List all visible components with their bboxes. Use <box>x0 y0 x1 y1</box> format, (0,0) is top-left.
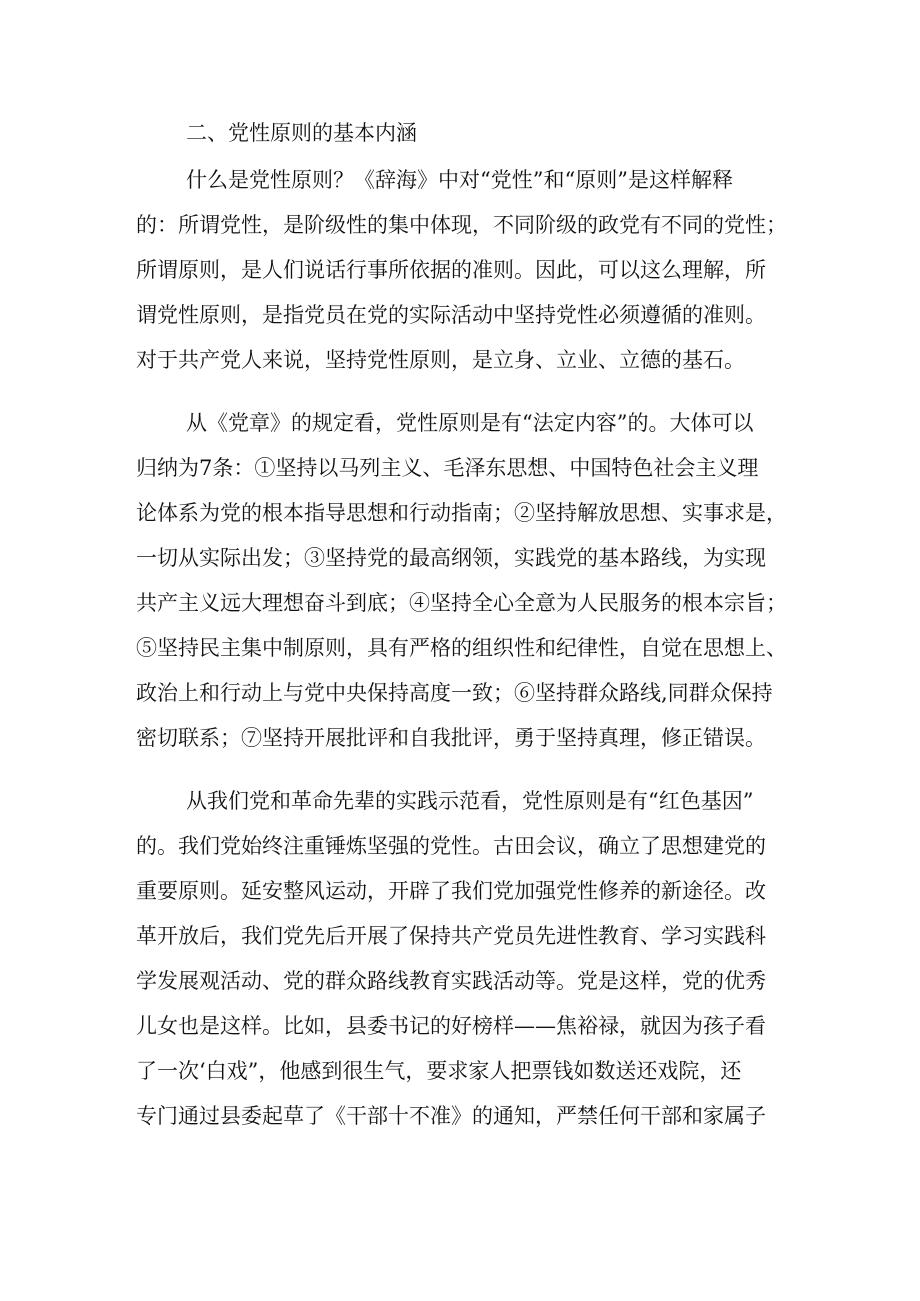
paragraph-party-constitution <box>136 401 796 761</box>
paragraph-line: 了一次‘白戏”，他感到很生气，要求家人把票钱如数送还戏院，还 <box>136 1059 742 1083</box>
paragraph-line: ⑤坚持民主集中制原则，具有严格的组织性和纪律性，自觉在思想上、 <box>136 636 787 660</box>
paragraph-line: 从我们党和革命先辈的实践示范看，党性原则是有“红色基因” <box>186 789 754 813</box>
paragraph-line: 所谓原则，是人们说话行事所依据的准则。因此，可以这么理解，所 <box>136 258 766 282</box>
paragraph-line: 什么是党性原则？《辞海》中对“党性”和“原则”是这样解释 <box>186 168 733 192</box>
paragraph-line: 论体系为党的根本指导思想和行动指南；②坚持解放思想、实事求是， <box>136 501 787 525</box>
paragraph-line: 谓党性原则，是指党员在党的实际活动中坚持党性必须遵循的准则。 <box>136 303 766 327</box>
paragraph-line: 儿女也是这样。比如，县委书记的好榜样——焦裕禄，就因为孩子看 <box>136 1014 766 1038</box>
paragraph-line: 重要原则。延安整风运动，开辟了我们党加强党性修养的新途径。改 <box>136 879 766 903</box>
paragraph-line: 政治上和行动上与党中央保持高度一致；⑥坚持群众路线,同群众保持 <box>136 681 773 705</box>
paragraph-line: 专门通过县委起草了《干部十不准》的通知，严禁任何干部和家属子 <box>136 1104 766 1128</box>
paragraph-line: 对于共产党人来说，坚持党性原则，是立身、立业、立德的基石。 <box>136 348 745 372</box>
section-heading: 二、党性原则的基本内涵 <box>186 121 417 145</box>
paragraph-definition <box>136 158 796 383</box>
paragraph-line: 学发展观活动、党的群众路线教育实践活动等。党是这样，党的优秀 <box>136 969 766 993</box>
paragraph-line: 归纳为7条：①坚持以马列主义、毛泽东思想、中国特色社会主义理 <box>136 456 759 480</box>
paragraph-red-gene <box>136 779 796 1139</box>
paragraph-line: 的。我们党始终注重锤炼坚强的党性。古田会议，确立了思想建党的 <box>136 834 766 858</box>
paragraph-line: 一切从实际出发；③坚持党的最高纲领，实践党的基本路线，为实现 <box>136 546 766 570</box>
paragraph-line: 革开放后，我们党先后开展了保持共产党员先进性教育、学习实践科 <box>136 924 766 948</box>
paragraph-line: 密切联系；⑦坚持开展批评和自我批评，勇于坚持真理，修正错误。 <box>136 726 766 750</box>
paragraph-line: 从《党章》的规定看，党性原则是有“法定内容”的。大体可以 <box>186 411 754 435</box>
paragraph-line: 的：所谓党性，是阶级性的集中体现，不同阶级的政党有不同的党性； <box>136 213 787 237</box>
paragraph-line: 共产主义远大理想奋斗到底；④坚持全心全意为人民服务的根本宗旨； <box>136 591 787 615</box>
